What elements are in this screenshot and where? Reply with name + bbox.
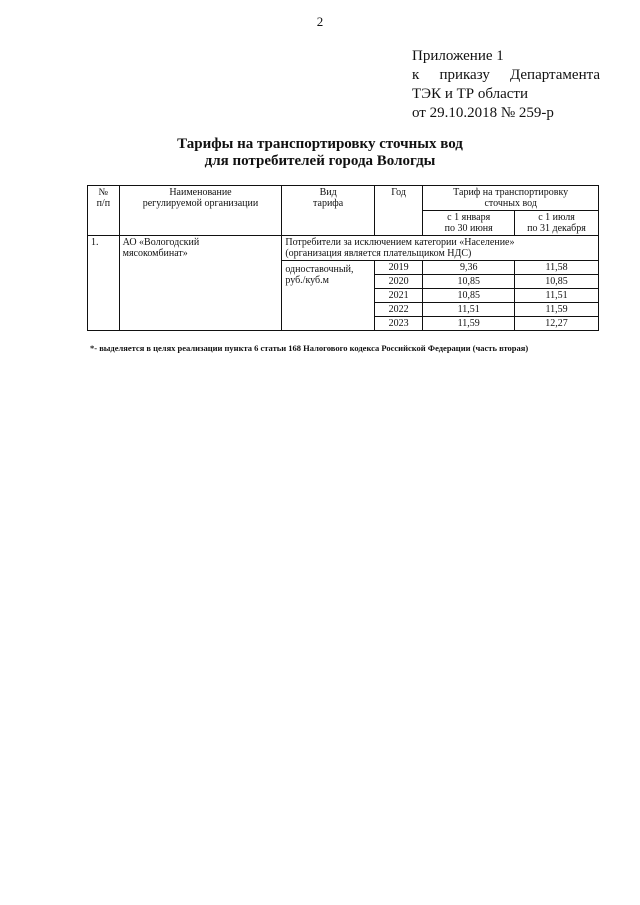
header-period-1: с 1 января по 30 июня	[423, 211, 515, 236]
tariff-cell: 9,36	[423, 261, 515, 275]
document-title	[0, 136, 640, 170]
appendix-line-1: Приложение 1	[412, 48, 504, 64]
tariff-cell: 10,85	[423, 275, 515, 289]
year-cell: 2021	[374, 289, 422, 303]
row-num: 1.	[88, 236, 120, 331]
page-number: 2	[316, 14, 324, 29]
header-org: Наименование регулируемой организации	[119, 186, 282, 236]
appendix-word-2: приказу	[439, 67, 490, 83]
row-category: Потребители за исключением категории «Население» (организация является плательщиком НДС)	[282, 236, 599, 261]
header-year: Год	[374, 186, 422, 236]
year-cell: 2020	[374, 275, 422, 289]
row-org: АО «Вологодский мясокомбинат»	[119, 236, 282, 331]
year-cell: 2019	[374, 261, 422, 275]
tariff-cell: 11,51	[423, 303, 515, 317]
tariff-cell: 10,85	[423, 289, 515, 303]
tariff-table	[87, 185, 599, 331]
appendix-line-4: от 29.10.2018 № 259-р	[412, 105, 554, 121]
appendix-line-3: ТЭК и ТР области	[412, 86, 528, 102]
year-cell: 2022	[374, 303, 422, 317]
header-kind: Вид тарифа	[282, 186, 375, 236]
appendix-word-3: Департамента	[509, 67, 600, 83]
tariff-cell: 11,59	[515, 303, 599, 317]
year-cell: 2023	[374, 317, 422, 331]
header-period-2: с 1 июля по 31 декабря	[515, 211, 599, 236]
footnote: *- выделяется в целях реализации пункта 6 статьи 168 Налогового кодекса Российской Федерации (часть вторая)	[90, 343, 529, 353]
tariff-cell: 11,58	[515, 261, 599, 275]
title-line-2: для потребителей города Вологды	[204, 153, 436, 169]
appendix-line-2	[412, 66, 600, 85]
title-line-1: Тарифы на транспортировку сточных вод	[177, 136, 463, 152]
tariff-cell: 11,51	[515, 289, 599, 303]
tariff-cell: 11,59	[423, 317, 515, 331]
header-num: № п/п	[88, 186, 120, 236]
row-kind: одноставочный, руб./куб.м	[282, 261, 375, 331]
tariff-cell: 10,85	[515, 275, 599, 289]
appendix-word-1: к	[412, 67, 420, 83]
header-tariff: Тариф на транспортировку сточных вод	[423, 186, 599, 211]
appendix-block	[412, 47, 600, 123]
tariff-cell: 12,27	[515, 317, 599, 331]
